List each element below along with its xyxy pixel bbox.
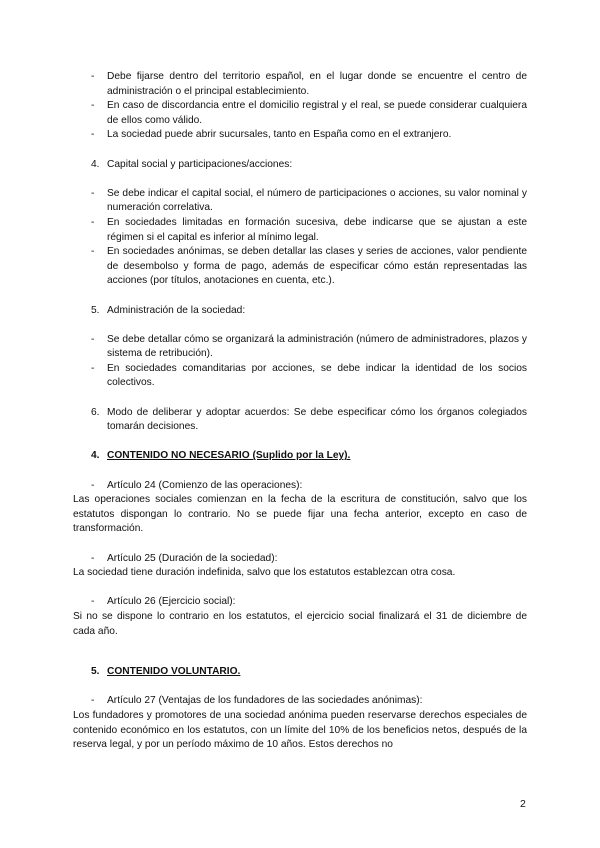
- item-label: Capital social y participaciones/acciones:: [107, 158, 293, 170]
- section-heading-4: [0, 449, 600, 464]
- heading-title: CONTENIDO NO NECESARIO (Suplido por la Ley).: [107, 450, 351, 462]
- article-text: La sociedad tiene duración indefinida, salvo que los estatutos establezcan otra cosa.: [73, 567, 456, 579]
- article-title: - Artículo 25 (Duración de la sociedad):: [0, 552, 600, 567]
- section-heading-5: [0, 665, 600, 680]
- heading-number: 4.: [91, 450, 100, 462]
- numbered-item-4: [0, 158, 600, 173]
- numbered-item-6: [0, 406, 600, 435]
- list-item: - En caso de discordancia entre el domicilio registral y el real, se puede considerar cualquiera de ellos como válido.: [0, 99, 600, 128]
- list-item: - En sociedades anónimas, se deben detallar las clases y series de acciones, valor pendiente de desembolso y forma de pago, además de especificar cómo están representadas las acciones (por títulos, anotaciones en cuenta, etc.).: [0, 245, 600, 289]
- numbered-item-5: [0, 304, 600, 319]
- item-number: 4.: [91, 158, 100, 170]
- item-number: 6.: [91, 406, 100, 418]
- heading-number: 5.: [91, 666, 100, 678]
- article-text: Si no se dispone lo contrario en los estatutos, el ejercicio social finalizará el 31 de diciembre de cada año.: [73, 610, 527, 637]
- list-item: - Debe fijarse dentro del territorio español, en el lugar donde se encuentre el centro de administración o el principal establecimiento.: [0, 70, 600, 99]
- list-item: - En sociedades limitadas en formación sucesiva, debe indicarse que se ajustan a este régimen si el capital es inferior al mínimo legal.: [0, 216, 600, 245]
- article-title: - Artículo 26 (Ejercicio social):: [0, 595, 600, 610]
- heading-title: CONTENIDO VOLUNTARIO.: [107, 666, 241, 678]
- article-title: - Artículo 24 (Comienzo de las operaciones):: [0, 479, 600, 494]
- item-label: Modo de deliberar y adoptar acuerdos: Se debe especificar cómo los órganos colegiados tomarán decisiones.: [107, 406, 527, 433]
- item-number: 5.: [91, 304, 100, 316]
- list-item: - La sociedad puede abrir sucursales, tanto en España como en el extranjero.: [0, 128, 600, 143]
- article-text: Los fundadores y promotores de una sociedad anónima pueden reservarse derechos especiales de contenido económico en los estatutos, con un límite del 10% de los beneficios netos, después de la reserva legal, y por un período máximo de 10 años. Estos derechos no: [73, 709, 527, 751]
- article-title: - Artículo 27 (Ventajas de los fundadores de las sociedades anónimas):: [0, 694, 600, 709]
- list-item: - En sociedades comanditarias por acciones, se debe indicar la identidad de los socios colectivos.: [0, 362, 600, 391]
- list-item: - Se debe indicar el capital social, el número de participaciones o acciones, su valor nominal y numeración correlativa.: [0, 187, 600, 216]
- page-number: 2: [520, 798, 526, 810]
- article-text: Las operaciones sociales comienzan en la fecha de la escritura de constitución, salvo que los estatutos dispongan lo contrario. No se puede fijar una fecha anterior, excepto en caso de transformación.: [73, 494, 527, 535]
- list-item: - Se debe detallar cómo se organizará la administración (número de administradores, plazos y sistema de retribución).: [0, 333, 600, 362]
- item-label: Administración de la sociedad:: [107, 304, 246, 316]
